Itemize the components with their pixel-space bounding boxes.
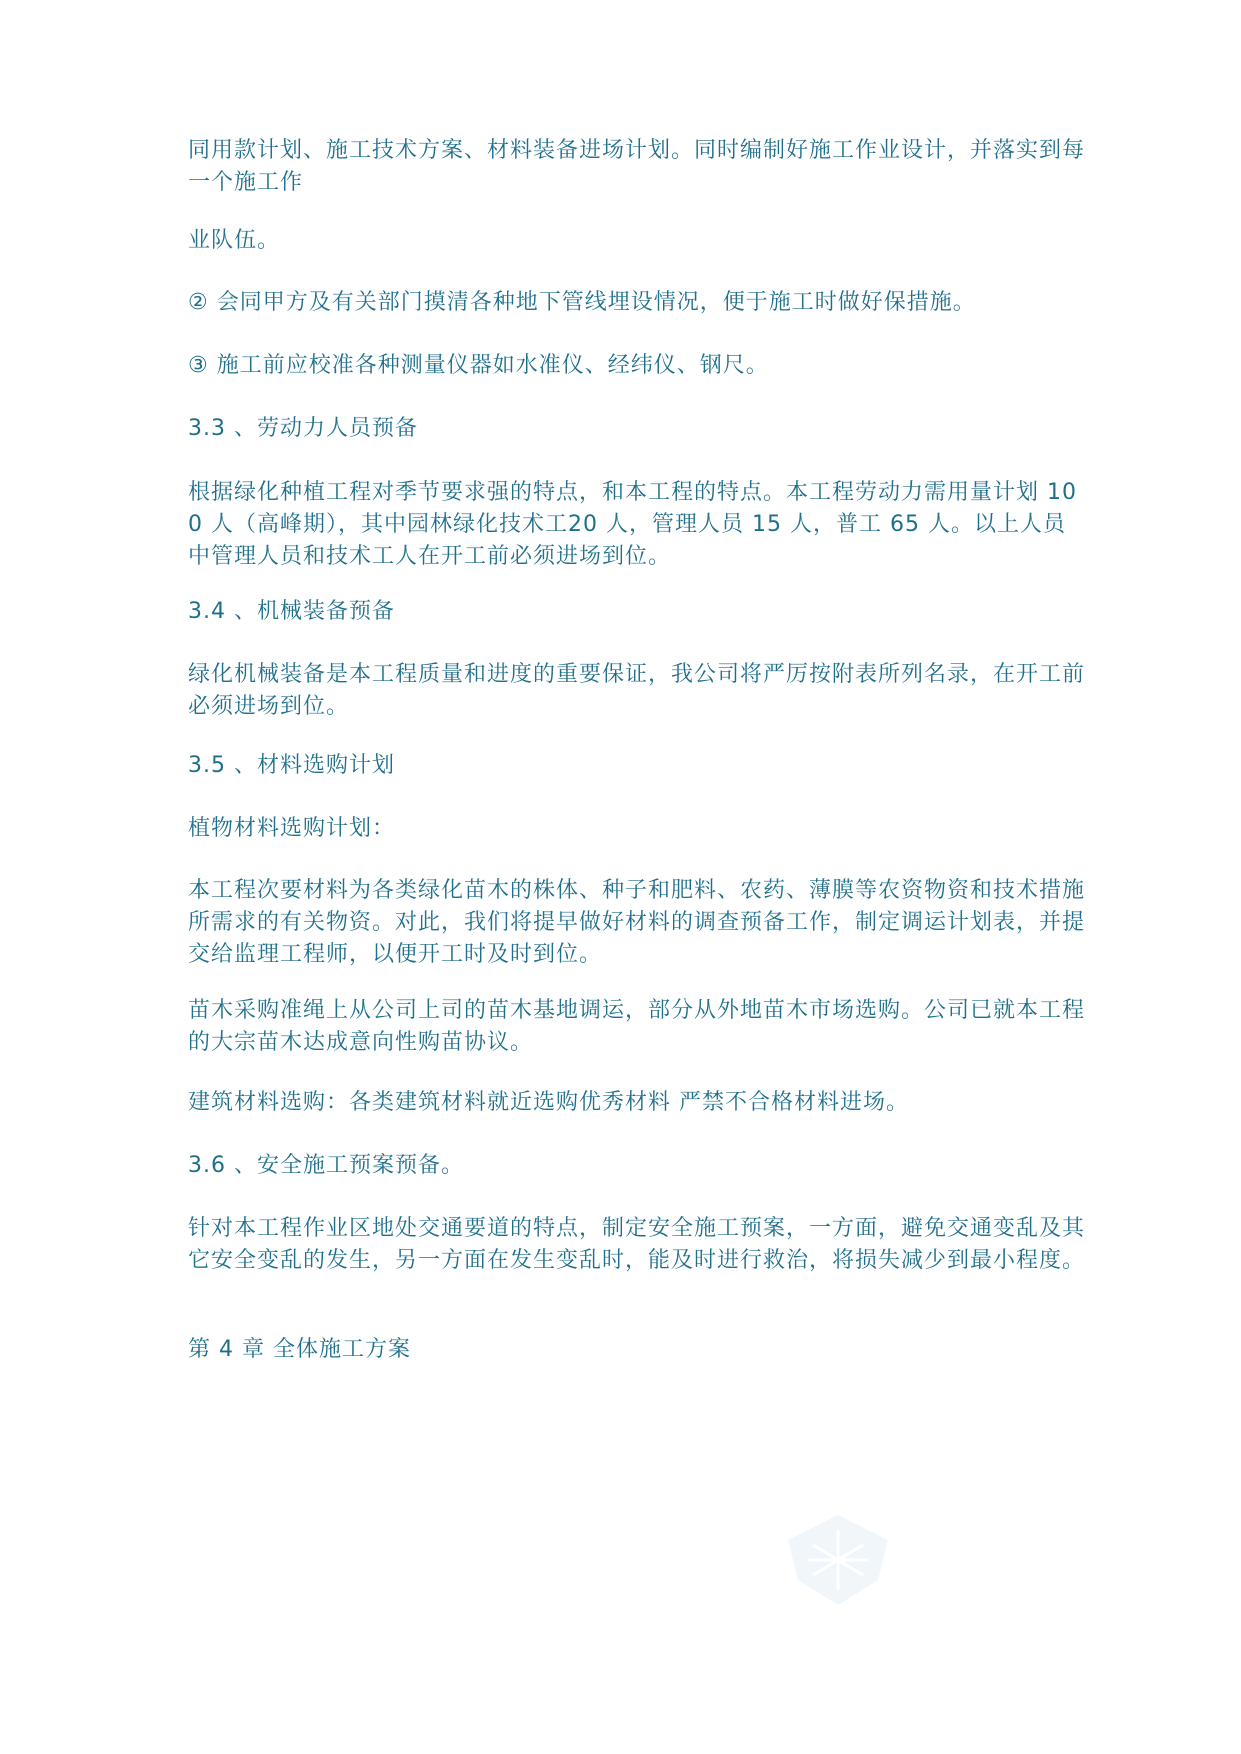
paragraph-plant-materials-title: 植物材料选购计划： (188, 816, 396, 841)
paragraph-instruments: ③ 施工前应校准各种测量仪器如水准仪、经纬仪、钢尺。 (188, 353, 769, 378)
paragraph-labor: 根据绿化种植工程对季节要求强的特点，和本工程的特点。本工程劳动力需用量计划 100 人（高峰期），其中园林绿化技术工20 人，管理人员 15 人，普工 65 人。以上人员中管理人员和技术工人在开工前必须进场到位。 (188, 480, 1077, 569)
paragraph-pipelines: ② 会同甲方及有关部门摸清各种地下管线埋设情况，便于施工时做好保措施。 (188, 290, 976, 315)
section-heading-3-3: 3.3 、劳动力人员预备 (188, 416, 418, 441)
paragraph-materials: 本工程次要材料为各类绿化苗木的株体、种子和肥料、农药、薄膜等农资物资和技术措施所需求的有关物资。对此，我们将提早做好材料的调查预备工作，制定调运计划表，并提交给监理工程师，以便开工时及时到位。 (188, 878, 1086, 967)
paragraph-building-materials: 建筑材料选购：各类建筑材料就近选购优秀材料 严禁不合格材料进场。 (188, 1090, 909, 1115)
paragraph-team: 业队伍。 (188, 228, 281, 253)
chapter-heading-4: 第 4 章 全体施工方案 (188, 1337, 411, 1362)
paragraph-seedlings: 苗木采购准绳上从公司上司的苗木基地调运，部分从外地苗木市场选购。公司已就本工程的大宗苗木达成意向性购苗协议。 (188, 998, 1086, 1055)
section-heading-3-5: 3.5 、材料选购计划 (188, 753, 395, 778)
watermark-logo-icon (768, 1510, 908, 1610)
paragraph-machinery: 绿化机械装备是本工程质量和进度的重要保证，我公司将严厉按附表所列名录，在开工前必须进场到位。 (188, 662, 1086, 719)
section-heading-3-4: 3.4 、机械装备预备 (188, 599, 395, 624)
paragraph-intro: 同用款计划、施工技术方案、材料装备进场计划。同时编制好施工作业设计，并落实到每一个施工作 (188, 138, 1086, 195)
paragraph-safety: 针对本工程作业区地处交通要道的特点，制定安全施工预案，一方面，避免交通变乱及其它安全变乱的发生，另一方面在发生变乱时，能及时进行救治，将损失减少到最小程度。 (188, 1216, 1086, 1273)
section-heading-3-6: 3.6 、安全施工预案预备。 (188, 1153, 464, 1178)
